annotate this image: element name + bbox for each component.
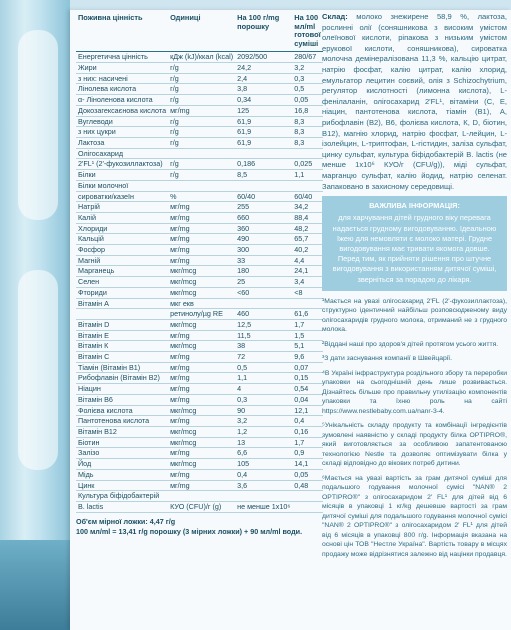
table-row bbox=[76, 352, 323, 363]
value-per-100ml: 0,025 bbox=[292, 159, 322, 170]
table-row bbox=[76, 277, 323, 288]
table-row bbox=[76, 405, 323, 416]
nutrient-unit: мкг екв bbox=[168, 298, 235, 309]
nutrient-unit: г/g bbox=[168, 73, 235, 84]
value-per-100g: 90 bbox=[235, 405, 292, 416]
table-row bbox=[76, 95, 323, 106]
value-per-100ml: 3,2 bbox=[292, 63, 322, 74]
table-row bbox=[76, 448, 323, 459]
nutrition-table-body bbox=[76, 52, 323, 512]
table-row bbox=[76, 202, 323, 213]
nutrition-table bbox=[76, 10, 323, 513]
value-per-100ml: 9,6 bbox=[292, 352, 322, 363]
footnote: ¹Мається на увазі олігосахарид 2'FL (2'-фукозиллактоза), структурно ідентичний найбільш розповсюдженому виду олігосахаридів грудного молока, отриманий не з грудного молока. bbox=[322, 297, 507, 334]
nutrient-name: Тіамін (Вітамін В1) bbox=[76, 362, 168, 373]
value-per-100g: 61,9 bbox=[235, 138, 292, 149]
nutrient-name: Вітамін В6 bbox=[76, 394, 168, 405]
value-per-100ml: 24,1 bbox=[292, 266, 322, 277]
value-per-100g: 4 bbox=[235, 384, 292, 395]
table-row bbox=[76, 245, 323, 256]
table-row bbox=[76, 491, 323, 502]
nutrient-unit: мг/mg bbox=[168, 448, 235, 459]
composition-label: Склад: bbox=[322, 12, 348, 21]
value-per-100ml bbox=[292, 148, 322, 159]
value-per-100g: 13 bbox=[235, 437, 292, 448]
value-per-100g: 12,5 bbox=[235, 319, 292, 330]
nutrition-label-panel bbox=[70, 10, 511, 630]
table-row bbox=[76, 287, 323, 298]
nutrient-name: Рибофлавін (Вітамін В2) bbox=[76, 373, 168, 384]
value-per-100g: не менше 1x10⁶ bbox=[237, 501, 291, 511]
value-per-100ml: 34,2 bbox=[292, 202, 322, 213]
footnote: ³З дати заснування компанії в Швейцарії. bbox=[322, 355, 453, 363]
value-per-100g: 490 bbox=[235, 234, 292, 245]
value-per-100g bbox=[235, 180, 292, 191]
important-info-box bbox=[322, 196, 507, 291]
info-column bbox=[322, 12, 507, 564]
table-row bbox=[76, 170, 323, 181]
value-per-100ml: 0,15 bbox=[292, 373, 322, 384]
nutrient-unit: г/g bbox=[168, 95, 235, 106]
value-per-100g: 0,3 bbox=[235, 394, 292, 405]
value-per-100g: 33 bbox=[235, 255, 292, 266]
nutrient-name: Калій bbox=[76, 212, 168, 223]
table-row bbox=[76, 416, 323, 427]
package-side-photo bbox=[0, 0, 70, 630]
nutrient-unit: г/g bbox=[168, 127, 235, 138]
value-per-100ml: 0,3 bbox=[292, 73, 322, 84]
nutrient-name: Вітамін К bbox=[76, 341, 168, 352]
value-per-100g: 2,4 bbox=[235, 73, 292, 84]
value-per-100ml: 48,2 bbox=[292, 223, 322, 234]
value-per-100ml: 14,1 bbox=[292, 459, 322, 470]
value-per-100g: 0,186 bbox=[235, 159, 292, 170]
nutrient-name: Культура біфідобактерій bbox=[76, 491, 168, 502]
value-per-100g: 25 bbox=[235, 277, 292, 288]
nutrient-name: Натрій bbox=[76, 202, 168, 213]
nutrient-unit: мг/mg bbox=[168, 416, 235, 427]
composition-text: молоко знежирене 58,9 %, лактоза, рослинні олії (соняшникова з високим умістом олеїнової кислоти, ріпакова з низьким умістом ерукової кислоти, соняшникова), сироватка молочна демінералізована 11,3 %, кальцію цитрат, натрію фосфат, калію цитрат, калію хлорид, емульгатор лецитин соєвий, олія з Schizochytrium, регулятор кислотності (лимонна кислота), L-фенілаланін, олігосахарид 2'FL¹, вітаміни (С, Е, ніацин, пантотенова кислота, тіамін (В1), А, рибофлавін (В2), В6, фолієва кислота, К, D, біотин, В12), магнію хлорид, натрію фосфат, L-лейцин, L-ізолейцин, L-триптофан, L-гістидин, заліза сульфат, цинку сульфат, культура біфідобактерій B. lactis (не менше 1x10⁶ КУО/г (CFU/g)), міді сульфат, марганцю сульфат, калію йодид, натрію селенат. Запаковано в захисному середовищі. bbox=[322, 12, 507, 191]
nutrient-unit: мг/mg bbox=[168, 245, 235, 256]
footnote: ⁴В Україні інфраструктура роздільного збору та переробки упаковки на сьогоднішній день лише розвивається. Дізнайтесь більше про правильну утилізацію компонентів упаковки та їхню роль на сайті https://www.nestlebaby.com.ua/nanr-3-4. bbox=[322, 369, 507, 415]
value-per-100g: 8,5 bbox=[235, 170, 292, 181]
nutrient-unit: % bbox=[168, 191, 235, 202]
nutrient-unit: г/g bbox=[168, 138, 235, 149]
table-row bbox=[76, 116, 323, 127]
table-row bbox=[76, 127, 323, 138]
nutrient-name: B. lactis bbox=[76, 501, 168, 512]
nutrient-unit: мкг/mcg bbox=[168, 426, 235, 437]
nutrient-name bbox=[76, 309, 168, 320]
nutrient-name: Вітамін А bbox=[76, 298, 168, 309]
nutrient-unit: мг/mg bbox=[168, 255, 235, 266]
nutrient-unit: мкг/mcg bbox=[168, 319, 235, 330]
scoop-info bbox=[76, 517, 320, 537]
nutrient-name: Фосфор bbox=[76, 245, 168, 256]
nutrient-name: α- Ліноленова кислота bbox=[76, 95, 168, 106]
value-per-100ml: 61,6 bbox=[292, 309, 322, 320]
value-per-100ml: 12,1 bbox=[292, 405, 322, 416]
table-row bbox=[76, 394, 323, 405]
value-per-100g: 24,2 bbox=[235, 63, 292, 74]
value-per-100ml bbox=[292, 298, 322, 309]
table-row bbox=[76, 73, 323, 84]
nutrient-name: Білки bbox=[76, 170, 168, 181]
nutrient-name: Білки молочної bbox=[76, 180, 168, 191]
nutrient-unit: мг/mg bbox=[168, 202, 235, 213]
value-per-100ml: 0,05 bbox=[292, 95, 322, 106]
nutrient-name: Енергетична цінність bbox=[76, 52, 168, 63]
value-per-100ml: <8 bbox=[292, 287, 322, 298]
value-per-100g bbox=[235, 148, 292, 159]
nutrient-unit: мг/mg bbox=[168, 234, 235, 245]
nutrient-unit: мкг/mcg bbox=[168, 266, 235, 277]
value-per-100g: 3,2 bbox=[235, 416, 292, 427]
nutrient-unit: мг/mg bbox=[168, 373, 235, 384]
nutrient-name: Вуглеводи bbox=[76, 116, 168, 127]
value-per-100ml: 0,4 bbox=[292, 416, 322, 427]
nutrient-name: Цинк bbox=[76, 480, 168, 491]
nutrient-unit: мг/mg bbox=[168, 384, 235, 395]
value-per-100ml: 0,16 bbox=[292, 426, 322, 437]
nutrition-table-column bbox=[76, 10, 320, 537]
table-row bbox=[76, 341, 323, 352]
table-row bbox=[76, 105, 323, 116]
nutrient-unit: мг/mg bbox=[168, 469, 235, 480]
nutrient-unit: мг/mg bbox=[168, 394, 235, 405]
nutrient-name: Залізо bbox=[76, 448, 168, 459]
value-per-100g: 105 bbox=[235, 459, 292, 470]
table-row bbox=[76, 52, 323, 63]
header-unit: Одиниці bbox=[168, 10, 235, 52]
important-info-text: для харчування дітей грудного віку перевага надається грудному вигодовуванню. Ідеальною їжею для немовляти є молоко матері. Грудне вигодовування має тривати якомога довше. Перед тим, як прийняти рішення про штучне вигодовування з використанням дитячої суміші, зверніться за порадою до лікаря. bbox=[332, 213, 497, 284]
nutrient-name: Йод bbox=[76, 459, 168, 470]
value-per-100ml: 8,3 bbox=[292, 127, 322, 138]
table-row bbox=[76, 362, 323, 373]
nutrient-name: Селен bbox=[76, 277, 168, 288]
value-per-100g: 2092/500 bbox=[235, 52, 292, 63]
table-row bbox=[76, 384, 323, 395]
footnotes bbox=[322, 297, 507, 560]
value-per-100ml: 0,9 bbox=[292, 448, 322, 459]
value-per-100g: 3,8 bbox=[235, 84, 292, 95]
value-per-100ml: 65,7 bbox=[292, 234, 322, 245]
value-per-100g: 660 bbox=[235, 212, 292, 223]
value-per-100ml: 1,7 bbox=[292, 319, 322, 330]
value-per-100g: 61,9 bbox=[235, 116, 292, 127]
value-per-100g bbox=[235, 491, 292, 502]
value-per-100g: 125 bbox=[235, 105, 292, 116]
nutrient-unit: мг/mg bbox=[168, 212, 235, 223]
nutrient-name: Кальцій bbox=[76, 234, 168, 245]
table-row bbox=[76, 212, 323, 223]
value-per-100g: 72 bbox=[235, 352, 292, 363]
header-per-100ml: На 100 мл/ml готової суміші bbox=[292, 10, 322, 52]
nutrient-name: Вітамін D bbox=[76, 319, 168, 330]
nutrient-name: Лактоза bbox=[76, 138, 168, 149]
nutrient-name: Пантотенова кислота bbox=[76, 416, 168, 427]
value-per-100ml: 0,48 bbox=[292, 480, 322, 491]
value-per-100g: 460 bbox=[235, 309, 292, 320]
nutrient-unit: мкг/mcg bbox=[168, 341, 235, 352]
nutrient-unit bbox=[168, 148, 235, 159]
nutrient-name: Вітамін Е bbox=[76, 330, 168, 341]
value-per-100g: 6,6 bbox=[235, 448, 292, 459]
value-per-100ml: 16,8 bbox=[292, 105, 322, 116]
value-per-100g: 60/40 bbox=[235, 191, 292, 202]
nutrient-name: Жири bbox=[76, 63, 168, 74]
footnote: ⁵Унікальність складу продукту та комбінації інгредієнтів зумовлені наявністю у складі продукту білка OPTIPRO®, який виготовляється за особливою запатентованою технологією Nestle та дозволяє оптимізувати білка у складі відповідно до вікових потреб дитини. bbox=[322, 422, 507, 468]
nutrient-unit: г/g bbox=[168, 63, 235, 74]
table-row bbox=[76, 138, 323, 149]
value-per-100ml: 40,2 bbox=[292, 245, 322, 256]
value-per-100g: 3,6 bbox=[235, 480, 292, 491]
value-per-100g: <60 bbox=[235, 287, 292, 298]
nutrient-name: Лінолева кислота bbox=[76, 84, 168, 95]
value-per-100ml: 1,5 bbox=[292, 330, 322, 341]
nutrient-unit: г/g bbox=[168, 84, 235, 95]
table-row bbox=[76, 234, 323, 245]
nutrient-name: Вітамін В12 bbox=[76, 426, 168, 437]
table-row bbox=[76, 426, 323, 437]
nutrient-unit: г/g bbox=[168, 170, 235, 181]
table-row bbox=[76, 501, 323, 512]
nutrient-name: Мідь bbox=[76, 469, 168, 480]
table-row bbox=[76, 319, 323, 330]
nutrient-unit: мкг/mcg bbox=[168, 287, 235, 298]
value-per-100g: 11,5 bbox=[235, 330, 292, 341]
nutrient-name: Олігосахарид bbox=[76, 148, 168, 159]
nutrient-unit: ретинолу/µg RE bbox=[168, 309, 235, 320]
nutrient-unit bbox=[168, 491, 235, 502]
value-per-100ml: 0,54 bbox=[292, 384, 322, 395]
value-per-100g: 38 bbox=[235, 341, 292, 352]
value-per-100g bbox=[235, 298, 292, 309]
value-per-100g: 0,5 bbox=[235, 362, 292, 373]
nutrient-name: Фолієва кислота bbox=[76, 405, 168, 416]
nutrition-table-header bbox=[76, 10, 323, 52]
value-per-100g: 360 bbox=[235, 223, 292, 234]
table-row bbox=[76, 148, 323, 159]
value-per-100ml: 3,4 bbox=[292, 277, 322, 288]
nutrient-unit: мг/mg bbox=[168, 352, 235, 363]
nutrient-unit: мг/mg bbox=[168, 105, 235, 116]
nutrient-name: 2'FL¹ (2'-фукозиллактоза) bbox=[76, 159, 168, 170]
value-per-100ml: 8,3 bbox=[292, 116, 322, 127]
nutrient-name: Фториди bbox=[76, 287, 168, 298]
table-row bbox=[76, 437, 323, 448]
value-per-100g: 1,1 bbox=[235, 373, 292, 384]
value-per-100ml: 60/40 bbox=[292, 191, 322, 202]
table-row bbox=[76, 309, 323, 320]
nutrient-name: Докозагексаєнова кислота bbox=[78, 105, 167, 115]
table-row bbox=[76, 84, 323, 95]
value-per-100ml: 1,7 bbox=[292, 437, 322, 448]
nutrient-name: Марганець bbox=[76, 266, 168, 277]
nutrient-unit: мкг/mcg bbox=[168, 405, 235, 416]
composition bbox=[322, 12, 507, 192]
header-name: Поживна цінність bbox=[76, 10, 168, 52]
value-per-100g: 255 bbox=[235, 202, 292, 213]
nutrient-unit: мг/mg bbox=[168, 362, 235, 373]
table-row bbox=[76, 266, 323, 277]
header-per-100g: На 100 г/mg порошку bbox=[235, 10, 292, 52]
package-side-shadow bbox=[0, 540, 70, 630]
value-per-100ml: 0,04 bbox=[292, 394, 322, 405]
value-per-100ml: 88,4 bbox=[292, 212, 322, 223]
table-row bbox=[76, 480, 323, 491]
table-row bbox=[76, 373, 323, 384]
nutrient-unit bbox=[168, 180, 235, 191]
value-per-100ml: 8,3 bbox=[292, 138, 322, 149]
package-side-band bbox=[18, 270, 58, 470]
table-row bbox=[76, 191, 323, 202]
value-per-100ml: 0,07 bbox=[292, 362, 322, 373]
nutrient-name: Біотин bbox=[76, 437, 168, 448]
nutrient-unit: г/g bbox=[168, 116, 235, 127]
table-row bbox=[76, 63, 323, 74]
scoop-preparation: 100 мл/ml = 13,41 г/g порошку (3 мірних ложки) + 90 мл/ml води. bbox=[76, 526, 303, 536]
nutrient-unit: КУО (CFU)/г (g) bbox=[168, 501, 235, 512]
table-row bbox=[76, 223, 323, 234]
nutrient-unit: г/g bbox=[168, 159, 235, 170]
nutrient-unit: кДж (kJ)/ккал (kcal) bbox=[170, 52, 234, 62]
value-per-100ml: 5,1 bbox=[292, 341, 322, 352]
nutrient-name: Хлориди bbox=[76, 223, 168, 234]
nutrient-name: сироватки/казеїн bbox=[76, 191, 168, 202]
value-per-100g: 180 bbox=[235, 266, 292, 277]
footnote: ²Віддані наші про здоров'я дітей протягом усього життя. bbox=[322, 340, 499, 348]
value-per-100ml: 4,4 bbox=[292, 255, 322, 266]
value-per-100g: 0,34 bbox=[235, 95, 292, 106]
value-per-100ml bbox=[292, 491, 322, 502]
value-per-100ml bbox=[292, 180, 322, 191]
value-per-100ml: 1,1 bbox=[292, 170, 322, 181]
nutrient-unit: мкг/mcg bbox=[168, 459, 235, 470]
nutrient-name: з них цукри bbox=[76, 127, 168, 138]
nutrient-name: з них: насичені bbox=[76, 73, 168, 84]
nutrient-unit: мкг/mcg bbox=[168, 437, 235, 448]
footnote: ⁶Мається на увазі вартість за грам дитячої суміші для подальшого годування молочної сумісі "NAN® 2 OPTIPRO®" з олігосахаридом 2' FL¹ для дітей від 6 місяців в упаковці 1 кг/kg дешевше вартості за грам дитячої суміші для подальшого годування молочної сумісі "NAN® 2 OPTIPRO®" з олігосахаридом 2' FL¹ для дітей від 6 місяців в упаковці 800 г/g. Інформація вказана на основі цін ТОВ "Нестле Україна". Вартість товару в місцях продажу може відрізнятися залежно від націнки продавця. bbox=[322, 474, 507, 558]
nutrient-name: Магній bbox=[76, 255, 168, 266]
package-side-band bbox=[18, 30, 58, 220]
value-per-100g: 61,9 bbox=[235, 127, 292, 138]
nutrient-unit: мкг/mcg bbox=[168, 277, 235, 288]
value-per-100g: 300 bbox=[235, 245, 292, 256]
nutrient-unit: мг/mg bbox=[168, 223, 235, 234]
table-row bbox=[76, 180, 323, 191]
value-per-100ml bbox=[292, 501, 322, 512]
table-row bbox=[76, 298, 323, 309]
table-row bbox=[76, 469, 323, 480]
value-per-100ml: 280/67 bbox=[292, 52, 322, 63]
scoop-volume: Об'єм мірної ложки: 4,47 г/g bbox=[76, 516, 176, 526]
nutrient-unit: мг/mg bbox=[168, 480, 235, 491]
nutrient-name: Вітамін С bbox=[76, 352, 168, 363]
table-row bbox=[76, 255, 323, 266]
value-per-100ml: 0,05 bbox=[292, 469, 322, 480]
value-per-100g: 1,2 bbox=[235, 426, 292, 437]
nutrient-name: Ніацин bbox=[76, 384, 168, 395]
table-row bbox=[76, 330, 323, 341]
value-per-100ml: 0,5 bbox=[292, 84, 322, 95]
value-per-100g: 0,4 bbox=[235, 469, 292, 480]
nutrient-unit: мг/mg bbox=[168, 330, 235, 341]
table-row bbox=[76, 159, 323, 170]
important-info-title: ВАЖЛИВА ІНФОРМАЦІЯ: bbox=[369, 201, 460, 211]
table-row bbox=[76, 459, 323, 470]
